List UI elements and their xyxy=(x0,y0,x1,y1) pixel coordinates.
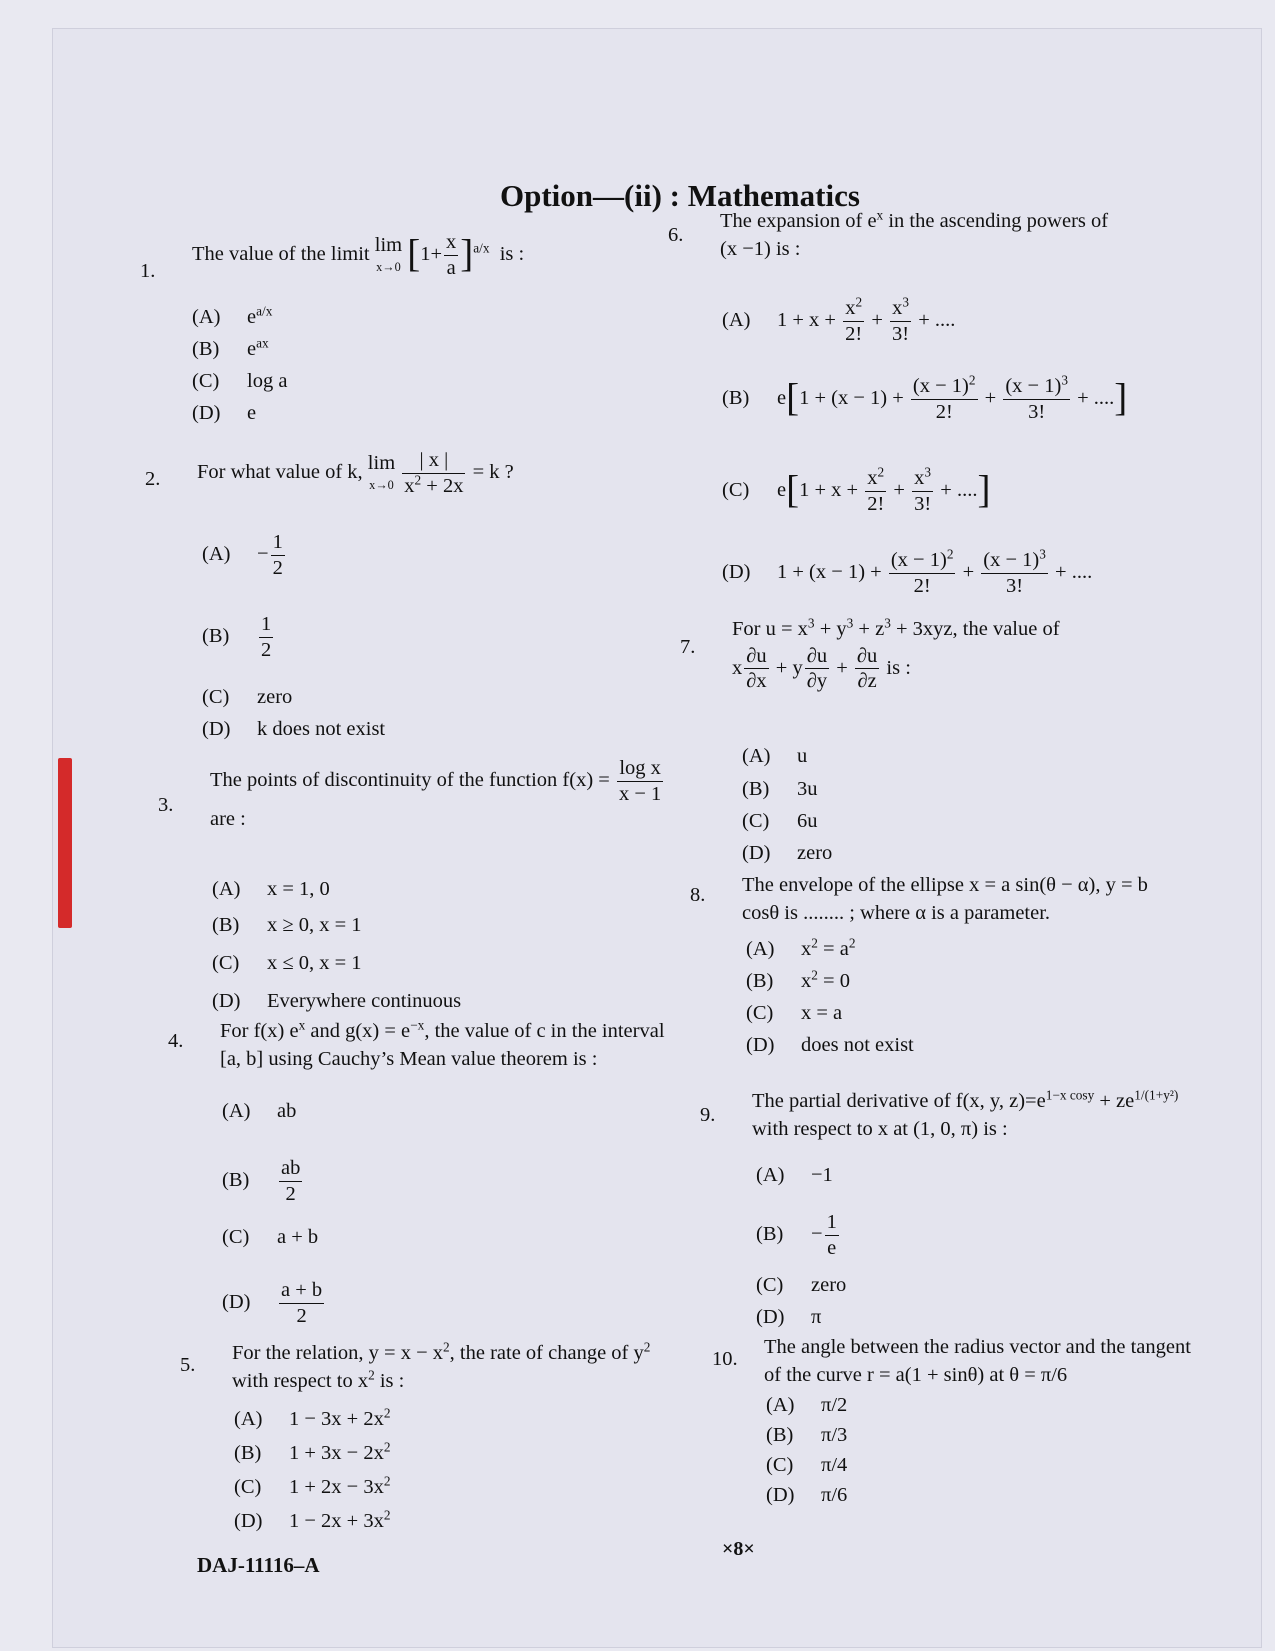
question-2 xyxy=(145,448,645,508)
option: (C) log a xyxy=(192,370,288,392)
option: (A) ab xyxy=(222,1100,297,1122)
option: (A) $x^2 = a^2$ xyxy=(746,935,856,960)
option: (D) zero xyxy=(742,842,833,864)
paper-code: DAJ-11116–A xyxy=(197,1553,320,1577)
option: (D) $\frac{a + b}{2}$ xyxy=(222,1279,323,1327)
question-number: 1. xyxy=(140,260,156,282)
question-display: The angle between the radius vector and the tangent of the curve r = a(1 + sinθ) at θ = π/6 xyxy=(764,1336,1191,1386)
question-6 xyxy=(668,208,1228,278)
question-display: For the relation, $y = x - x^2$, the rate of change of $y^2$ with respect to $x^2$ is : xyxy=(232,1339,651,1392)
question-number: 4. xyxy=(168,1030,184,1052)
question-7 xyxy=(680,616,1240,716)
option: (C) zero xyxy=(756,1274,847,1296)
option: (A) −1 xyxy=(756,1164,833,1186)
option: (A) $1 - 3x + 2x^2$ xyxy=(234,1405,391,1430)
option: (B) $e^{ax}$ xyxy=(192,335,269,360)
option: (C) 6u xyxy=(742,810,818,832)
option: (C) e[1 + x + $\frac{x^2}{2!}$ + $\frac{x^3}{3!}$ + ....] xyxy=(722,464,991,515)
option: (B) $x^2 = 0$ xyxy=(746,967,850,992)
question-number: 10. xyxy=(712,1348,738,1370)
option: (B) π/3 xyxy=(766,1424,848,1446)
question-number: 2. xyxy=(145,468,161,490)
option: (C) x = a xyxy=(746,1002,843,1024)
option: (A) x = 1, 0 xyxy=(212,878,330,900)
question-display: The points of discontinuity of the function f(x) = $\frac{\text{log x}}{x - 1}$ are : xyxy=(210,757,662,831)
question-number: 9. xyxy=(700,1104,716,1126)
question-9 xyxy=(700,1088,1262,1158)
question-display: The envelope of the ellipse x = a sin(θ − α), y = b cosθ is ........ ; where α is a parameter. xyxy=(742,874,1148,924)
option: (B) e[1 + (x − 1) + $\frac{(x - 1)^2}{2!}$ + $\frac{(x - 1)^3}{3!}$ + ....] xyxy=(722,372,1128,423)
option: (D) π/6 xyxy=(766,1484,848,1506)
option: (B) $1 + 3x - 2x^2$ xyxy=(234,1439,391,1464)
option: (C) π/4 xyxy=(766,1454,848,1476)
question-number: 7. xyxy=(680,636,696,658)
question-4 xyxy=(168,1018,708,1088)
option: (D) $1 - 2x + 3x^2$ xyxy=(234,1507,391,1532)
option: (C) zero xyxy=(202,686,293,708)
page-title: Option—(ii) : Mathematics xyxy=(500,178,860,213)
option: (C) x ≤ 0, x = 1 xyxy=(212,952,362,974)
option: (B) x ≥ 0, x = 1 xyxy=(212,914,362,936)
question-number: 6. xyxy=(668,224,684,246)
option: (A) 1 + x + $\frac{x^2}{2!}$ + $\frac{x^3}{3!}$ + .... xyxy=(722,294,956,345)
option: (C) $1 + 2x - 3x^2$ xyxy=(234,1473,391,1498)
question-number: 3. xyxy=(158,794,174,816)
question-display: The expansion of $e^x$ in the ascending powers of (x −1) is : xyxy=(720,207,1109,260)
red-binding-mark xyxy=(58,758,72,928)
option: (B) $\frac{1}{2}$ xyxy=(202,613,272,661)
question-display: For $u = x^3 + y^3 + z^3 + 3xyz$, the value of x $\frac{\partial u}{\partial x}$ + y $\frac{\partial u}{\partial y}$ + $\frac{\partial u}{\partial z}$ is : xyxy=(732,615,1060,693)
option: (D) π xyxy=(756,1306,822,1328)
option: (D) does not exist xyxy=(746,1034,914,1056)
option: (C) a + b xyxy=(222,1226,319,1248)
question-1 xyxy=(140,230,640,290)
option: (B) $\frac{ab}{2}$ xyxy=(222,1157,301,1205)
option: (B) 3u xyxy=(742,778,818,800)
question-display: For f(x) $e^x$ and $g(x) = e^{-x}$, the value of c in the interval [a, b] using Cauchy’s Mean value theorem is : xyxy=(220,1017,665,1070)
option: (A) − $\frac{1}{2}$ xyxy=(202,531,283,579)
question-5 xyxy=(180,1340,720,1410)
question-display: The partial derivative of f(x, y, $z)=e^{1-x cosy} + ze^{1/(1+y^2)}$ with respect to x at (1, 0, π) is : xyxy=(752,1087,1179,1140)
question-3 xyxy=(158,752,678,862)
question-display: The value of the limit lim x→0 [1+ $\frac{x}{a}$ ]$^{a/x}$ is : xyxy=(192,231,525,279)
question-number: 8. xyxy=(690,884,706,906)
option: (D) k does not exist xyxy=(202,718,386,740)
option: (D) Everywhere continuous xyxy=(212,990,462,1012)
question-8 xyxy=(690,872,1260,942)
option: (D) e xyxy=(192,402,257,424)
question-display: For what value of k, lim x→0 $\frac{| x |}{x^2 + 2x}$ = k ? xyxy=(197,449,514,497)
question-number: 5. xyxy=(180,1354,196,1376)
page-number: ×8× xyxy=(722,1538,755,1560)
option: (A) u xyxy=(742,745,808,767)
option: (D) 1 + (x − 1) + $\frac{(x - 1)^2}{2!}$ + $\frac{(x - 1)^3}{3!}$ + .... xyxy=(722,546,1093,597)
option: (A) $e^{a/x}$ xyxy=(192,303,273,328)
option: (B) − $\frac{1}{e}$ xyxy=(756,1211,837,1259)
option: (A) π/2 xyxy=(766,1394,848,1416)
